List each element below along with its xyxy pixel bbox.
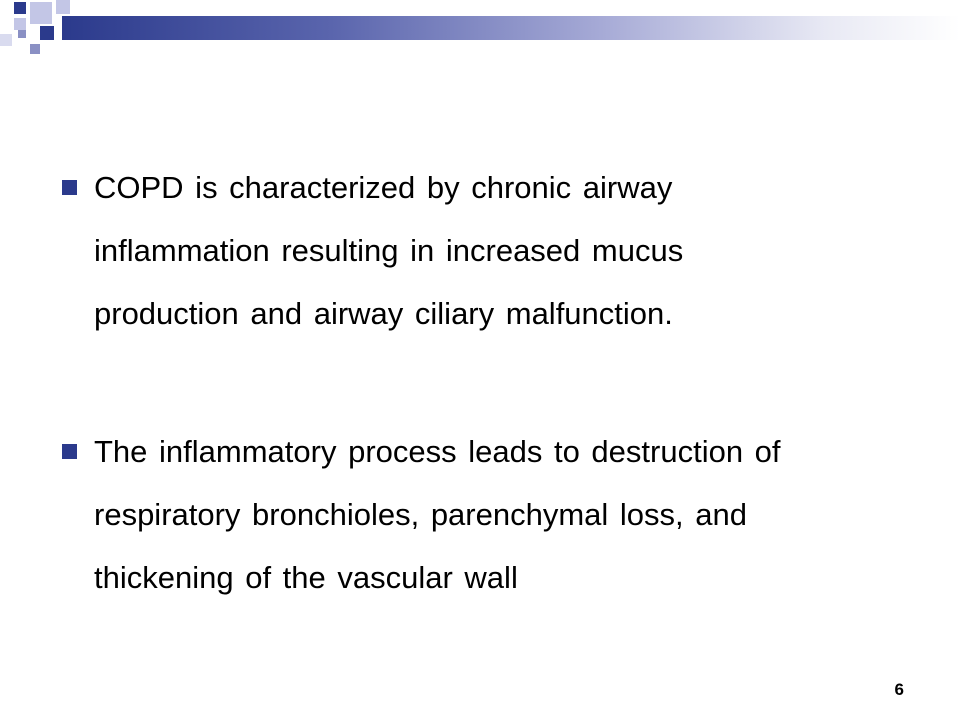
decorative-square-icon xyxy=(14,18,26,30)
bullet-list xyxy=(62,156,922,609)
bullet-line: thickening of the vascular wall xyxy=(94,560,518,595)
decorative-square-icon xyxy=(40,26,54,40)
bullet-text xyxy=(94,420,922,609)
bullet-line: respiratory bronchioles, parenchymal loss, and xyxy=(94,497,747,532)
decorative-square-icon xyxy=(14,2,26,14)
decorative-square-icon xyxy=(56,0,70,14)
page-number: 6 xyxy=(894,680,904,699)
header-decoration xyxy=(0,0,960,64)
decorative-square-icon xyxy=(30,2,52,24)
decorative-square-icon xyxy=(30,44,40,54)
square-bullet-icon xyxy=(62,180,77,195)
bullet-line: The inflammatory process leads to destruction of xyxy=(94,434,781,469)
bullet-line: production and airway ciliary malfunction. xyxy=(94,296,673,331)
bullet-line: inflammation resulting in increased mucus xyxy=(94,233,684,268)
decorative-square-icon xyxy=(18,30,26,38)
bullet-item xyxy=(62,156,922,345)
header-gradient-bar xyxy=(62,16,960,40)
bullet-line: COPD is characterized by chronic airway xyxy=(94,170,673,205)
decorative-square-icon xyxy=(0,34,12,46)
bullet-item xyxy=(62,420,922,609)
bullet-text xyxy=(94,156,922,345)
square-bullet-icon xyxy=(62,444,77,459)
